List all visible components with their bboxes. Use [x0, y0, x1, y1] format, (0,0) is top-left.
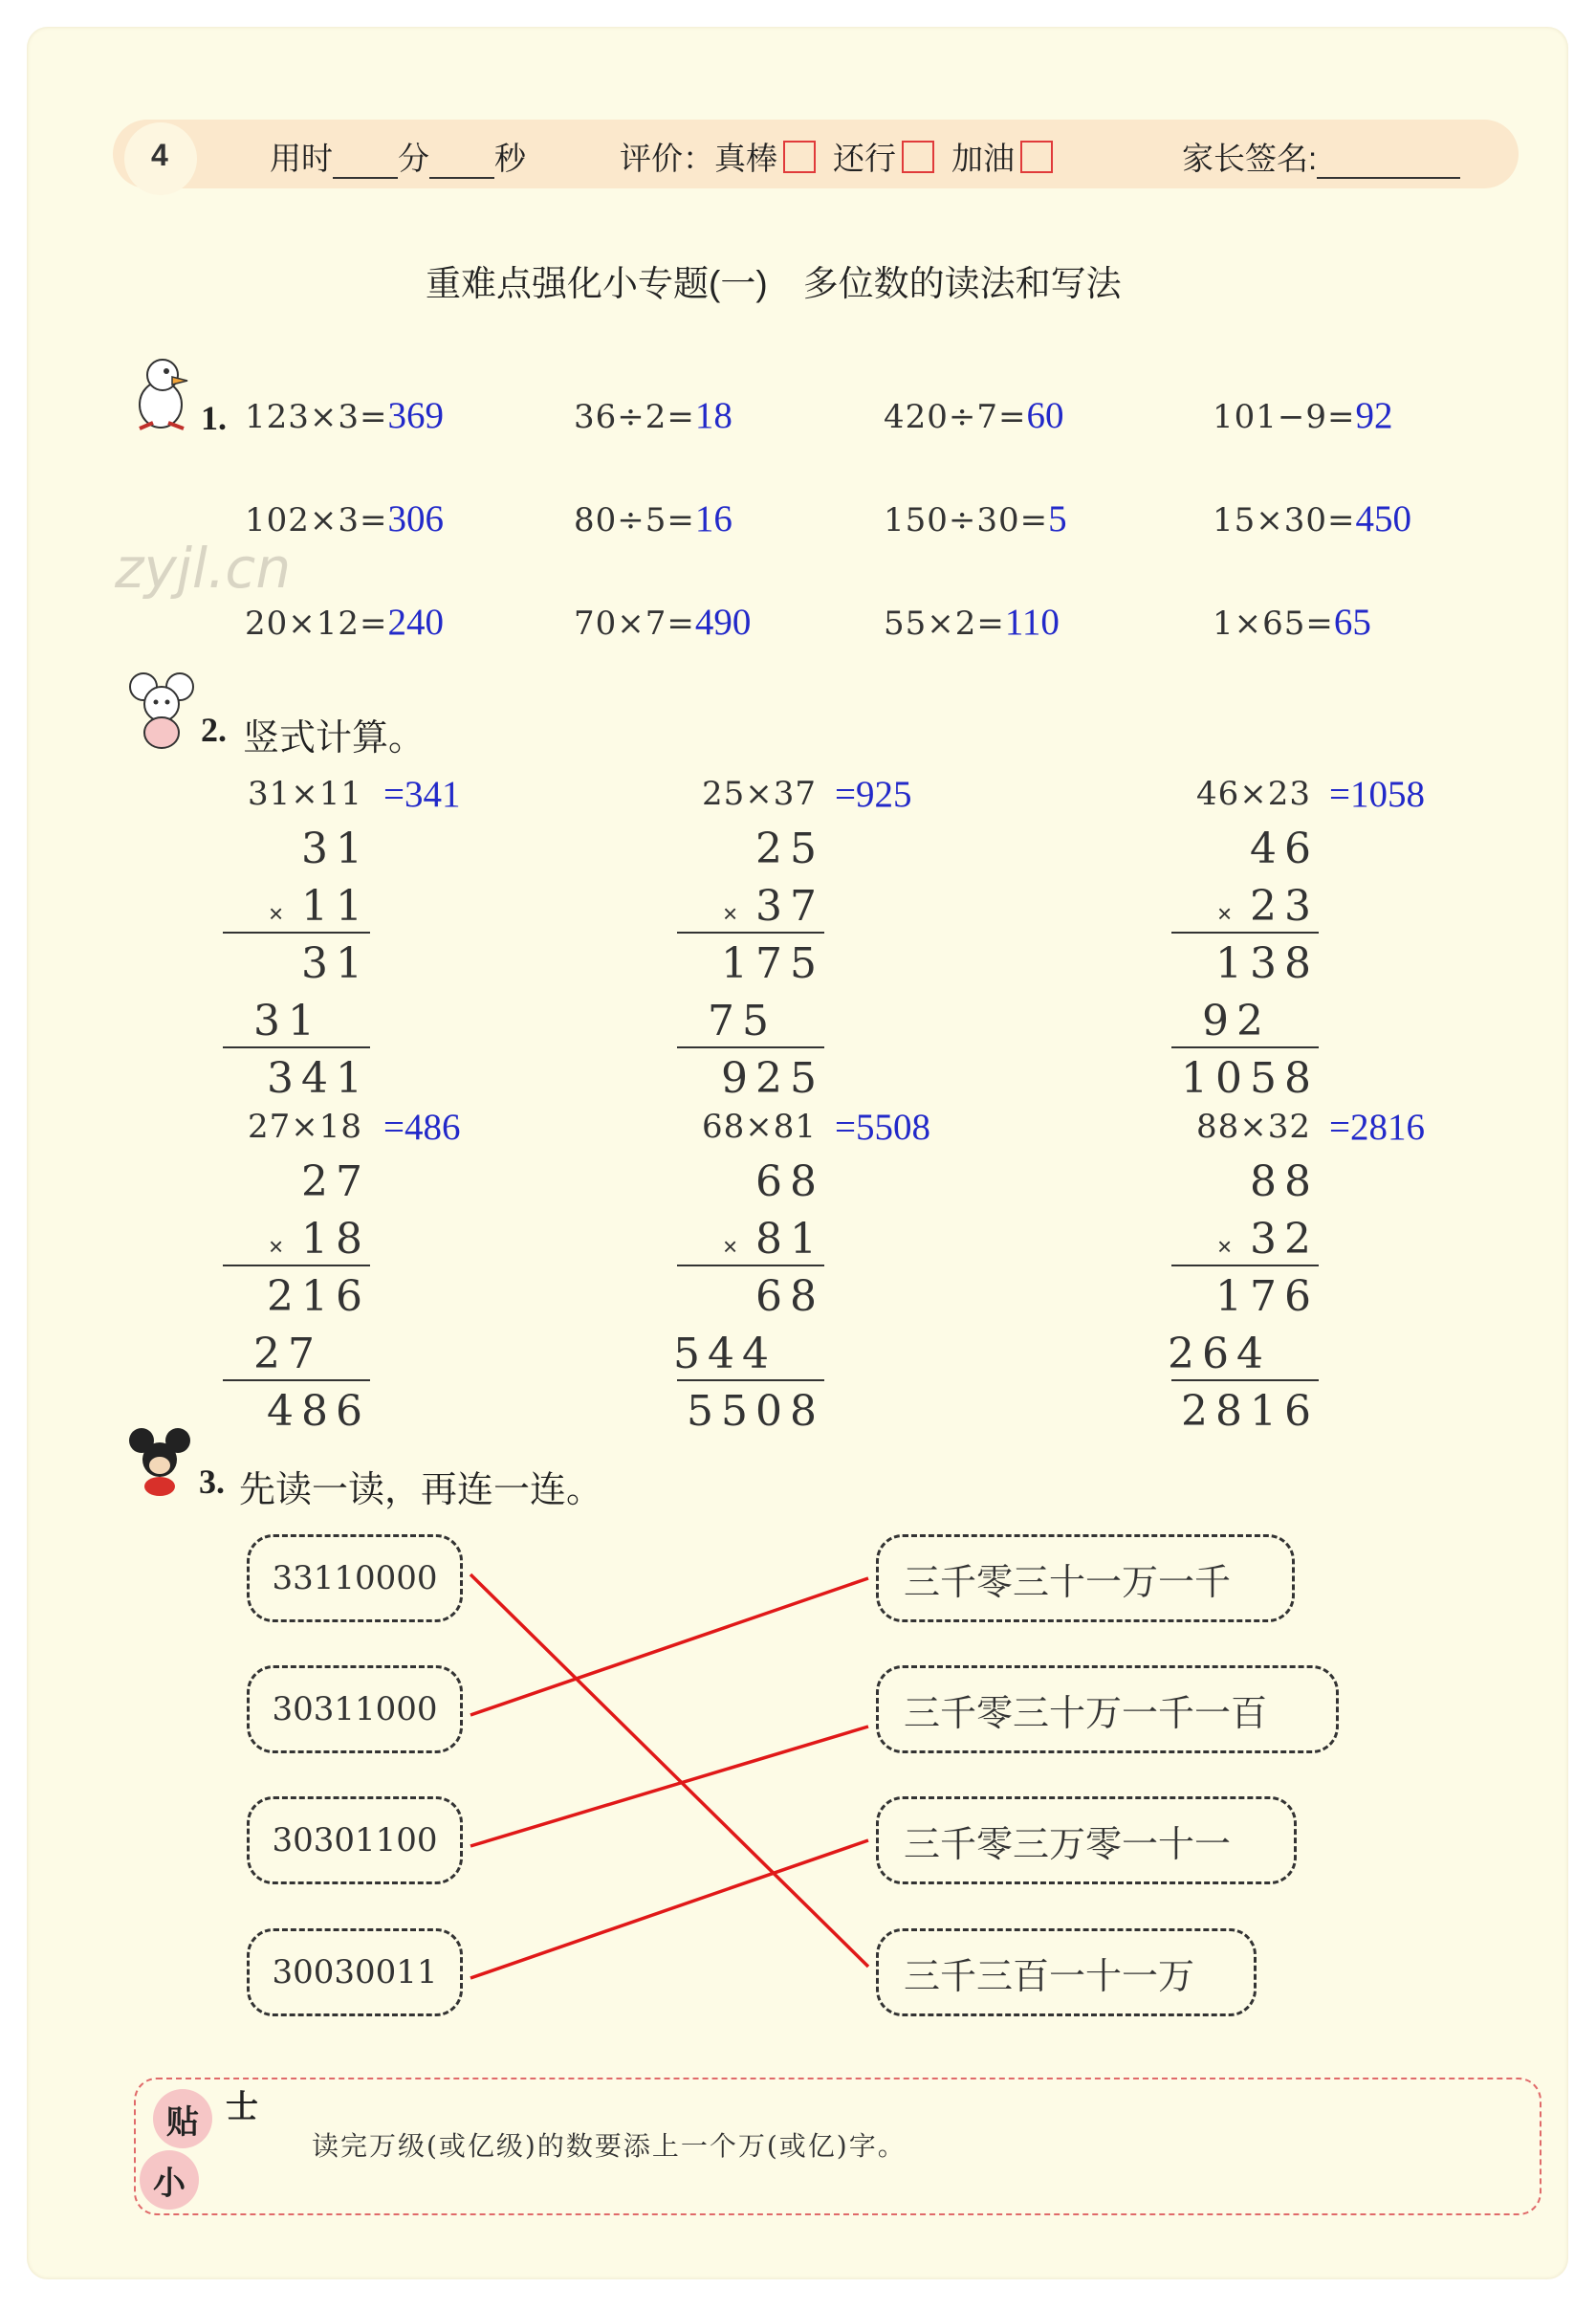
q1-expression: 80÷5=: [574, 501, 695, 539]
q2-partial-product-2: 31: [253, 997, 322, 1045]
match-line: [470, 1727, 868, 1846]
q2-partial-product-2: 92: [1202, 997, 1271, 1045]
q1-answer[interactable]: 5: [1048, 498, 1067, 539]
eval-option-ok: 还行: [833, 141, 896, 176]
match-line: [470, 1578, 868, 1715]
q2-answer[interactable]: =486: [383, 1107, 461, 1148]
reading-card[interactable]: 三千零三万零一十一: [876, 1796, 1297, 1884]
eval-option-cheer: 加油: [951, 141, 1015, 176]
multiply-sign-icon: ×: [723, 1232, 738, 1261]
q2-partial-product-2: 27: [253, 1330, 322, 1378]
parent-sign-label: 家长签名:: [1182, 141, 1318, 176]
number-card[interactable]: 33110000: [247, 1534, 463, 1622]
q1-expression: 1×65=: [1213, 605, 1334, 643]
q1-answer[interactable]: 240: [387, 602, 445, 643]
watermark: zyjl.cn: [115, 536, 292, 601]
q1-answer[interactable]: 65: [1333, 602, 1371, 643]
q2-product: 2816: [1181, 1387, 1319, 1436]
q1-answer[interactable]: 450: [1355, 498, 1412, 539]
q2-product: 5508: [687, 1387, 824, 1436]
q2-multiplier: 18: [301, 1215, 370, 1264]
q2-expression: 25×37: [702, 775, 818, 813]
q2-answer[interactable]: =925: [835, 774, 912, 815]
q1-answer[interactable]: 369: [387, 395, 445, 436]
reading-card[interactable]: 三千零三十万一千一百: [876, 1665, 1339, 1753]
q1-answer[interactable]: 490: [694, 602, 752, 643]
q2-partial-product-1: 31: [301, 939, 370, 988]
q2-multiplier: 37: [755, 882, 824, 931]
q2-multiplier: 11: [301, 882, 370, 931]
q1-answer[interactable]: 110: [1004, 602, 1060, 643]
q2-multiplier: 81: [755, 1215, 824, 1264]
q2-partial-product-2: 75: [708, 997, 776, 1045]
q2-multiplicand: 46: [1250, 825, 1319, 873]
q2-product: 341: [267, 1054, 370, 1103]
multiply-sign-icon: ×: [1217, 1232, 1233, 1261]
q2-expression: 88×32: [1196, 1108, 1312, 1146]
q1-answer[interactable]: 18: [694, 395, 732, 436]
q1-expression: 123×3=: [245, 398, 388, 436]
q2-answer[interactable]: =1058: [1329, 774, 1425, 815]
q1-expression: 15×30=: [1213, 501, 1356, 539]
q2-partial-product-1: 138: [1215, 939, 1319, 988]
q1-expression: 36÷2=: [574, 398, 695, 436]
q2-label: 竖式计算。: [243, 718, 426, 759]
q1-answer[interactable]: 306: [387, 498, 445, 539]
seconds-label: 秒: [494, 141, 526, 176]
q2-partial-product-1: 176: [1215, 1272, 1319, 1321]
q2-multiplicand: 27: [301, 1157, 370, 1206]
q1-answer[interactable]: 16: [694, 498, 732, 539]
page-number: 4: [151, 138, 168, 172]
q2-answer[interactable]: =341: [383, 774, 461, 815]
eval-option-great: 真棒: [714, 141, 777, 176]
tip-char-1: 贴: [153, 2089, 212, 2148]
time-label: 用时: [270, 141, 333, 176]
q2-partial-product-1: 68: [755, 1272, 824, 1321]
q2-product: 486: [267, 1387, 370, 1436]
q2-partial-product-2: 544: [673, 1330, 776, 1378]
q1-expression: 150÷30=: [884, 501, 1049, 539]
q2-multiplicand: 68: [755, 1157, 824, 1206]
q2-expression: 46×23: [1196, 775, 1312, 813]
multiply-sign-icon: ×: [723, 899, 738, 928]
eval-label: 评价：: [620, 141, 714, 176]
reading-card[interactable]: 三千零三十一万一千: [876, 1534, 1295, 1622]
q2-expression: 68×81: [702, 1108, 818, 1146]
q2-product: 925: [721, 1054, 824, 1103]
tip-char-3: 小: [140, 2150, 199, 2210]
reading-card[interactable]: 三千三百一十一万: [876, 1928, 1257, 2016]
multiply-sign-icon: ×: [269, 899, 284, 928]
multiply-sign-icon: ×: [269, 1232, 284, 1261]
tip-char-2: 士: [226, 2087, 258, 2126]
q2-expression: 27×18: [248, 1108, 363, 1146]
q1-expression: 101−9=: [1213, 398, 1356, 436]
q1-expression: 55×2=: [884, 605, 1005, 643]
number-card[interactable]: 30030011: [247, 1928, 463, 2016]
page-title: 重难点强化小专题(一) 多位数的读法和写法: [426, 264, 1122, 303]
q1-expression: 102×3=: [245, 501, 388, 539]
q2-multiplier: 32: [1250, 1215, 1319, 1264]
q1-expression: 70×7=: [574, 605, 695, 643]
q1-expression: 420÷7=: [884, 398, 1027, 436]
q2-expression: 31×11: [248, 775, 363, 813]
number-card[interactable]: 30301100: [247, 1796, 463, 1884]
q2-partial-product-1: 175: [721, 939, 824, 988]
q3-number: 3.: [199, 1463, 225, 1501]
tip-text: 读完万级(或亿级)的数要添上一个万(或亿)字。: [312, 2130, 907, 2162]
q1-number: 1.: [201, 399, 227, 437]
number-card[interactable]: 30311000: [247, 1665, 463, 1753]
q2-partial-product-1: 216: [267, 1272, 370, 1321]
q1-expression: 20×12=: [245, 605, 388, 643]
q2-multiplicand: 25: [755, 825, 824, 873]
q2-multiplicand: 31: [301, 825, 370, 873]
q2-product: 1058: [1181, 1054, 1319, 1103]
q2-multiplier: 23: [1250, 882, 1319, 931]
q2-answer[interactable]: =5508: [835, 1107, 930, 1148]
q2-partial-product-2: 264: [1168, 1330, 1271, 1378]
q1-answer[interactable]: 92: [1355, 395, 1393, 436]
q3-label: 先读一读，再连一连。: [239, 1470, 603, 1510]
q2-multiplicand: 88: [1250, 1157, 1319, 1206]
q2-answer[interactable]: =2816: [1329, 1107, 1425, 1148]
multiply-sign-icon: ×: [1217, 899, 1233, 928]
minutes-label: 分: [398, 141, 429, 176]
q2-number: 2.: [201, 711, 227, 749]
q1-answer[interactable]: 60: [1026, 395, 1064, 436]
